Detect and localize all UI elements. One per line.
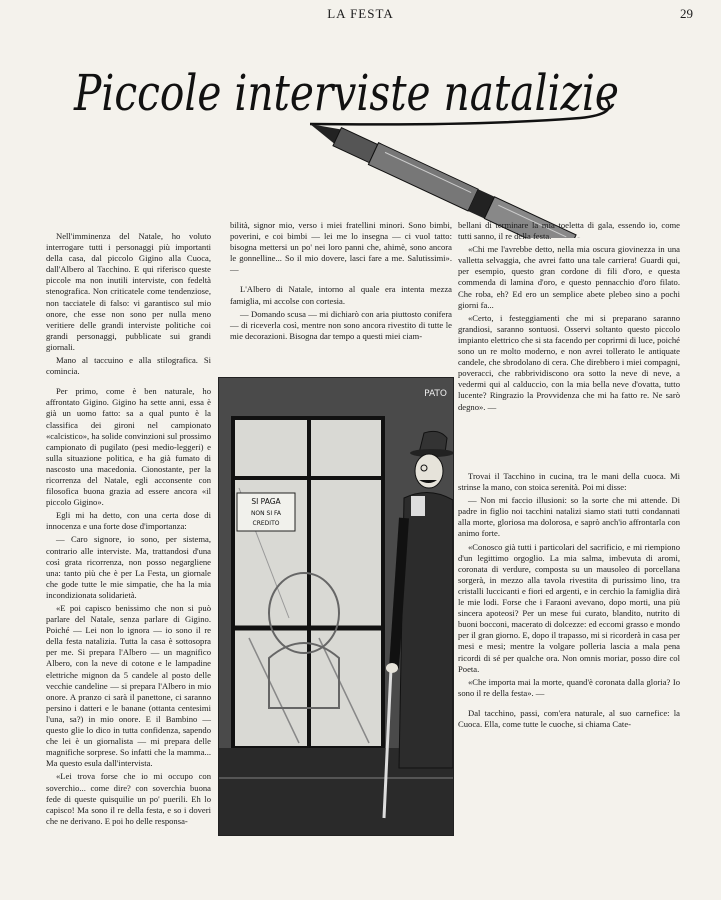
magazine-title: LA FESTA xyxy=(327,6,394,21)
article-column-1 xyxy=(46,231,211,829)
article-column-3 xyxy=(458,220,680,415)
artist-signature: PATO xyxy=(424,389,447,399)
heading-artwork xyxy=(60,28,680,238)
paragraph: «Che importa mai la morte, quand'è coronata dalla gloria? Io sono il re della festa». — xyxy=(458,676,680,698)
illustration-shop-window xyxy=(218,377,454,836)
sign-text: CREDITO xyxy=(252,520,280,527)
sign-text: NON SI FA xyxy=(250,510,282,517)
paragraph: «Lei trova forse che io mi occupo con soverchio... come dire? con soverchia buona fede di queste quisquilie un po' puerili. Eh lo capisco! Ma sono il re della festa, e so i doveri che ne derivano. E poi ho delle responsa- xyxy=(46,771,211,826)
article-heading: Piccole interviste natalizie xyxy=(73,64,619,122)
paragraph: «Conosco già tutti i particolari del sacrificio, e mi riempiono d'un legittimo orgoglio. La mia salma, imbevuta di aromi, coronata di verdure, composta su un mausoleo di porcellana sorgerà, in mezzo alla tavola rivestita di purissimo lino, tra cristalli luccicanti e fiori ed argenti, e in cerchio la famiglia dirà le mie lodi. Forse che i Faraoni avevano, dopo morti, una più sincera apoteosi? Per un mese fui curato, blandito, nutrito di buoni bocconi, macerato di dolcezze: ed eccomi grasso e mondo per il gran giorno. E, dopo il trapasso, mi si ricorderà in casa per mesi e mesi; mentre la volgare polleria lascia a mala pena ricordi di sé per qualche ora. Non omnis moriar, posso dire col Poeta. xyxy=(458,541,680,674)
paragraph: «Certo, i festeggiamenti che mi si preparano saranno grandiosi, saranno sontuosi. Osservi soltanto questo piccolo impianto elettrico che si sta facendo per coprirmi di luce, poiché sono un re molto moderno, e non avrei tollerato le antiquate candele, che sbrodolano di cera. Che direbbero i miei compagni, poveracci, che rabbrividiscono ora sotto la neve di neve, a vedermi qui al calduccio, con la mia bella neve d'ovatta, tutto lucente? Ringrazio la Provvidenza che mi ha fatto re. Ne sarò degno». — xyxy=(458,312,680,412)
article-column-3-continued xyxy=(458,462,680,732)
illustration-drawing xyxy=(219,378,453,835)
paragraph: Dal tacchino, passi, com'era naturale, al suo carnefice: la Cuoca. Ella, come tutte le cuoche, si chiama Cate- xyxy=(458,707,680,729)
paragraph: Per primo, come è ben naturale, ho affrontato Gigino. Gigino ha sette anni, essa è già un uomo fatto: sa a qual punto è la classifica dei gironi nel campionato «calcistico», ha solide convinzioni sul prossimo campionato di pugilato (pesi medio-leggeri) e sulla situazione politica, e ha già fumato di nascosto una macedonia. Cionostante, per la ricorrenza del Natale, egli acconsente con filosofica buona grazia ad essere ancora «il piccolo Gigino». xyxy=(46,386,211,508)
sign-text: SI PAGA xyxy=(251,497,281,506)
paragraph: Nell'imminenza del Natale, ho voluto interrogare tutti i personaggi più importanti della casa, dal piccolo Gigino alla Cuoca, dall'Albero al Tacchino. E qui riferisco queste piccole ma non inutili interviste, con fedeltà stenografica. Non criticatele come tendenziose, non tacciatele di falso: vi garantisco sul mio onore, che esse non sono per nulla meno veritiere delle grandi interviste politiche coi grandi personaggi, pubblicate sui grandi giornali. xyxy=(46,231,211,352)
paragraph: «E poi capisco benissimo che non si può parlare del Natale, senza parlare di Gigino. Poiché — Lei non lo ignora — io sono il re della festa natalizia. Tutta la casa è sottosopra per me. Si prepara l'Albero — un magnifico Albero, con la neve di cotone e le lampadine elettriche mignon da 5 candele al posto delle vecchie candeline — si prepara l'Albero in mio onore. A pranzo ci sarà il panettone, ci saranno persino i datteri e le banane (ottanta centesimi l'una, sa?) in mio onore. E il Bambino — questo glie lo dico in tutta confidenza, sapendo che lei è un giornalista — mi prepara delle magnifiche sorprese. So infatti che la mamma... Ma questo esula dall'intervista. xyxy=(46,603,211,769)
paragraph: — Non mi faccio illusioni: so la sorte che mi attende. Di padre in figlio noi tacchini natalizi siamo stati tutti condannati alla morte, gloriosa ma dolorosa, e saprò anch'io affrontarla con animo forte. xyxy=(458,495,680,539)
paragraph: Egli mi ha detto, con una certa dose di innocenza e una forte dose d'importanza: xyxy=(46,510,211,532)
paragraph: Trovai il Tacchino in cucina, tra le mani della cuoca. Mi strinse la mano, con stoica serenità. Poi mi disse: xyxy=(458,471,680,493)
fountain-pen-icon xyxy=(60,28,680,238)
paragraph: bellani di terminare la mia toeletta di gala, essendo io, come tutti sanno, il re della festa. xyxy=(458,220,680,242)
paragraph: L'Albero di Natale, intorno al quale era intenta mezza famiglia, mi accolse con cortesia. xyxy=(230,284,452,306)
paragraph: — Caro signore, io sono, per sistema, contrario alle interviste. Ma, trattandosi d'una così grata ricorrenza, non posso negargliene una: tanto più che è per La Festa, un giornale che gode tutte le mie simpatie, che ha la mia incondizionata solidarietà. xyxy=(46,534,211,600)
article-column-2 xyxy=(230,220,452,344)
paragraph: — Domando scusa — mi dichiarò con aria piuttosto conifera — di riceverla così, mentre non sono ancora rivestito di tutte le mie decorazioni. Bisogna dar tempo a questi miei ciam- xyxy=(230,308,452,341)
paragraph: Mano al taccuino e alla stilografica. Si comincia. xyxy=(46,355,211,377)
paragraph: bilità, signor mio, verso i miei fratellini minori. Sono bimbi, poverini, e coi bimbi — lei me lo insegna — ci vuol tatto: bisogna mettersi un po' nei loro panni che, ahimè, sono ancora le gonnelline... So il mio dovere, lasci fare a me. Salutissimi». — xyxy=(230,220,452,275)
paragraph: «Chi me l'avrebbe detto, nella mia oscura giovinezza in una valletta selvaggia, che avrei fatto una tale carriera! Guardi qui, per esempio, questo gran cordone di fili d'oro, e questa commenda di lamina d'oro, e questo pennacchio d'oro filato. Che roba, eh? Ed ero un semplice abete plebeo sino a pochi giorni fa... xyxy=(458,244,680,310)
page-number: 29 xyxy=(680,6,693,21)
